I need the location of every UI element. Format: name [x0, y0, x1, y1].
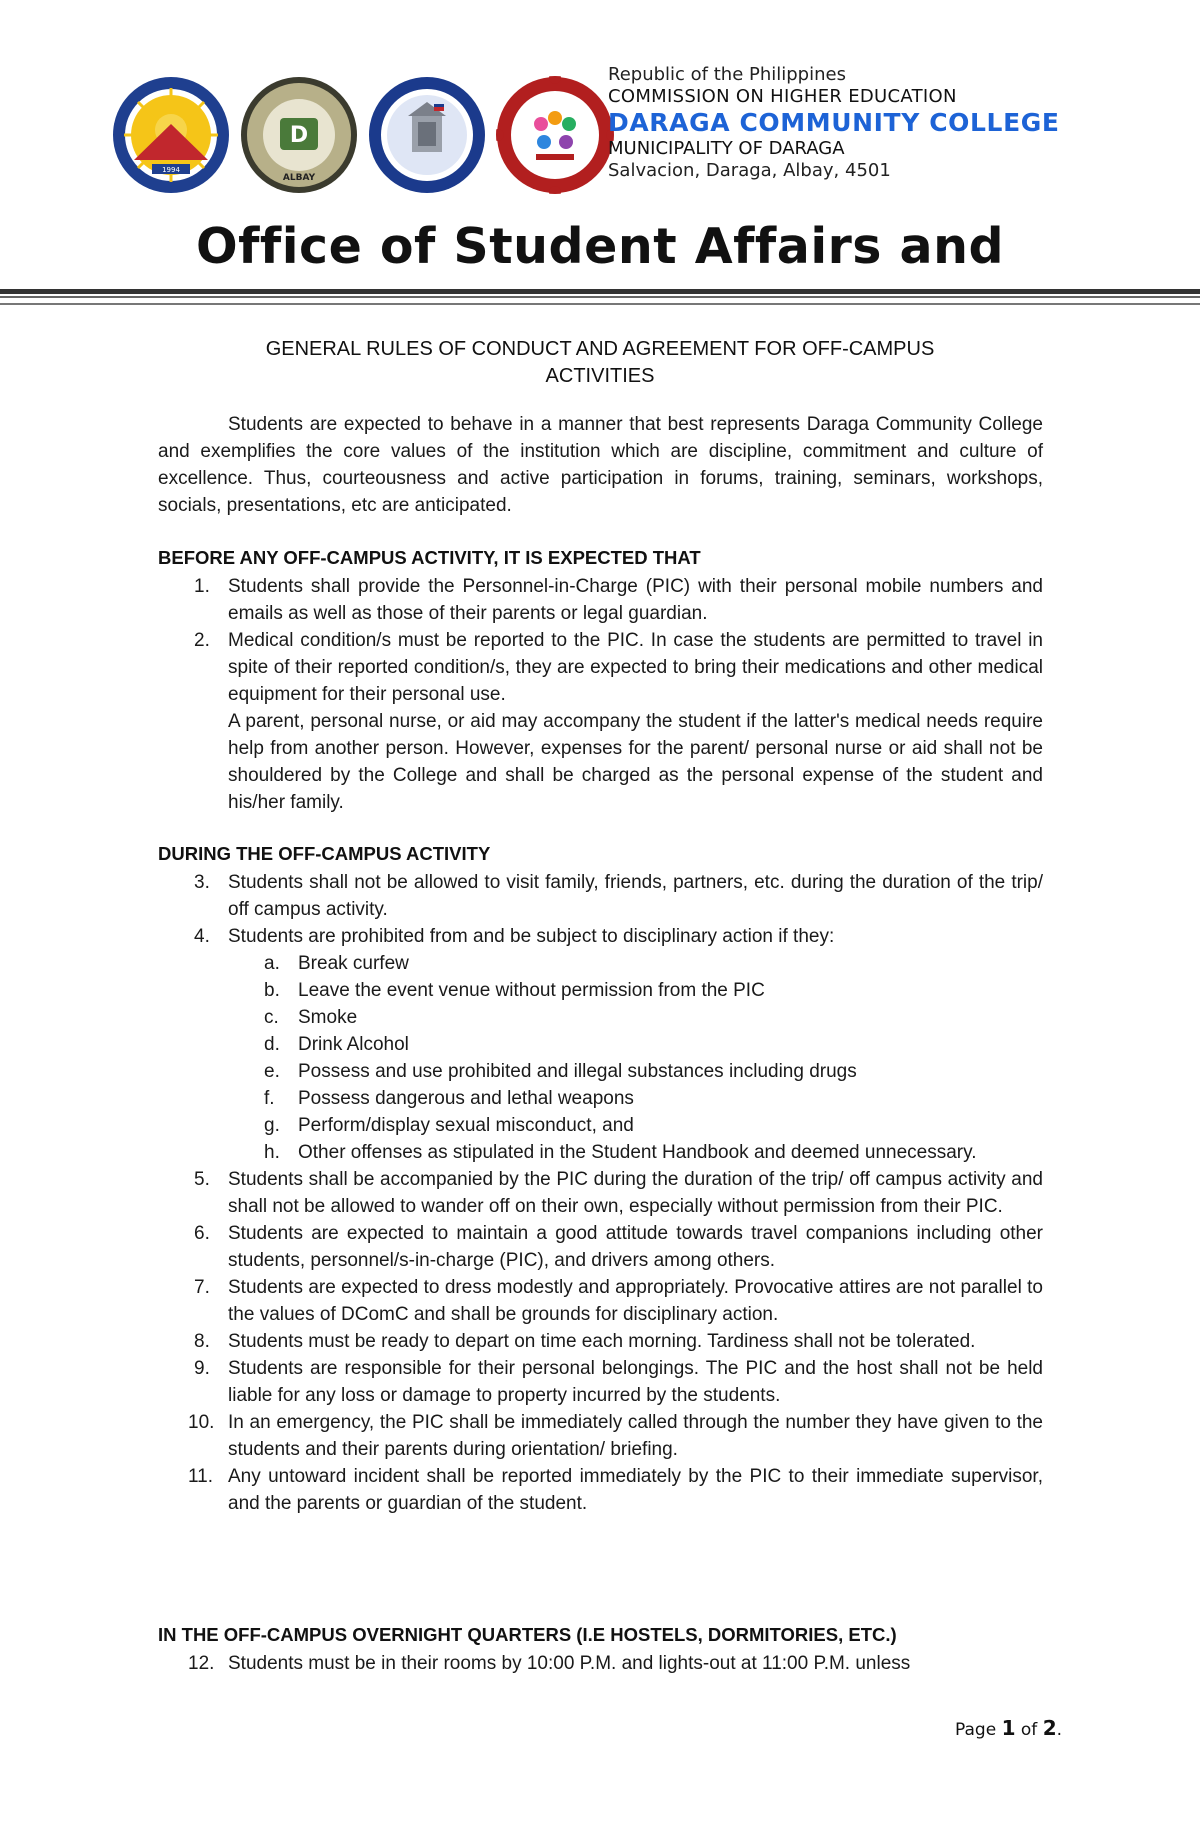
sub-item-letter: b.: [264, 980, 280, 1001]
item-text: Students shall not be allowed to visit family, friends, partners, etc. during the duration of the trip/ off campus activity.: [228, 872, 1043, 920]
header-rule-thin: [0, 296, 1200, 298]
sub-list-item: [228, 1112, 1128, 1139]
section-heading-quarters: IN THE OFF-CAMPUS OVERNIGHT QUARTERS (I.E HOSTELS, DORMITORIES, ETC.): [158, 1624, 897, 1645]
municipality-line: MUNICIPALITY OF DARAGA: [608, 138, 845, 160]
list-item: [158, 1328, 1043, 1355]
item-text: Students are prohibited from and be subject to disciplinary action if they:: [228, 926, 835, 947]
item-text: Students are expected to maintain a good attitude towards travel companions including other students, personnel/s-in-charge (PIC), and drivers among others.: [228, 1223, 1043, 1271]
sub-item-text: Leave the event venue without permission from the PIC: [298, 980, 765, 1001]
sub-item-letter: f.: [264, 1088, 275, 1109]
item-text-continued: A parent, personal nurse, or aid may accompany the student if the latter's medical needs require help from another person. However, expenses for the parent/ personal nurse or aid shall not be shouldered by the College and shall be charged as the personal expense of the student and his/her family.: [228, 711, 1043, 813]
item-number: 11.: [188, 1466, 214, 1487]
during-list: [158, 869, 1043, 1517]
svg-text:ALBAY: ALBAY: [282, 173, 316, 183]
institution-block: [608, 64, 1060, 182]
list-item: [158, 1220, 1043, 1274]
intro-paragraph: Students are expected to behave in a manner that best represents Daraga Community College and exemplifies the core values of the institution which are discipline, commitment and culture of excellence. Thus, courteousness and active participation in forums, training, seminars, workshops, socials, presentations, etc are anticipated.: [158, 414, 1043, 516]
list-item: [158, 1274, 1043, 1328]
page-total: 2: [1042, 1716, 1057, 1740]
list-item: [158, 923, 1043, 1166]
item-text: Students are expected to dress modestly and appropriately. Provocative attires are not parallel to the values of DComC and shall be grounds for disciplinary action.: [228, 1277, 1043, 1325]
item-number: 9.: [194, 1358, 210, 1379]
sub-item-letter: g.: [264, 1115, 280, 1136]
before-list: [158, 573, 1043, 816]
item-number: 10.: [188, 1412, 215, 1433]
item-number: 2.: [194, 630, 210, 651]
item-number: 6.: [194, 1223, 210, 1244]
item-number: 12.: [188, 1653, 215, 1674]
list-item: [158, 1650, 1058, 1677]
sub-item-letter: h.: [264, 1142, 280, 1163]
college-name: DARAGA COMMUNITY COLLEGE: [608, 107, 1060, 137]
section-heading-before: BEFORE ANY OFF-CAMPUS ACTIVITY, IT IS EXPECTED THAT: [158, 547, 701, 568]
header-rule: [0, 289, 1200, 294]
footer-period: .: [1056, 1720, 1063, 1740]
commission-line: COMMISSION ON HIGHER EDUCATION: [608, 85, 957, 107]
list-item: [158, 627, 1043, 816]
municipality-daraga-seal-icon: [240, 76, 358, 194]
item-number: 1.: [194, 576, 210, 597]
sub-item-letter: d.: [264, 1034, 280, 1055]
page-number: 1: [1001, 1716, 1016, 1740]
item-number: 5.: [194, 1169, 210, 1190]
list-item: [158, 1355, 1043, 1409]
list-item: [158, 1166, 1043, 1220]
student-affairs-seal-icon: [496, 76, 614, 194]
sub-item-text: Break curfew: [298, 953, 409, 974]
item-number: 3.: [194, 872, 210, 893]
document-title-line: ACTIVITIES: [545, 365, 655, 387]
svg-text:D: D: [289, 123, 309, 148]
sub-item-letter: a.: [264, 953, 280, 974]
republic-line: Republic of the Philippines: [608, 64, 846, 85]
sub-item-text: Drink Alcohol: [298, 1034, 409, 1055]
sub-list-item: [228, 1058, 1128, 1085]
sub-item-text: Other offenses as stipulated in the Student Handbook and deemed unnecessary.: [298, 1142, 977, 1163]
address-line: Salvacion, Daraga, Albay, 4501: [608, 160, 891, 182]
sub-item-text: Possess and use prohibited and illegal substances including drugs: [298, 1061, 857, 1082]
svg-text:1994: 1994: [162, 166, 180, 174]
sub-item-text: Smoke: [298, 1007, 358, 1028]
item-number: 4.: [194, 926, 210, 947]
list-item: [158, 573, 1043, 627]
item-text: Any untoward incident shall be reported immediately by the PIC to their immediate supervisor, and the parents or guardian of the student.: [228, 1466, 1043, 1514]
document-title-line: GENERAL RULES OF CONDUCT AND AGREEMENT FOR OFF-CAMPUS: [265, 338, 935, 360]
item-number: 7.: [194, 1277, 210, 1298]
section-heading-during: DURING THE OFF-CAMPUS ACTIVITY: [158, 843, 491, 864]
sub-item-letter: e.: [264, 1061, 280, 1082]
daraga-community-college-seal-icon: [368, 76, 486, 194]
ched-seal-icon: [112, 76, 230, 194]
list-item: [158, 1409, 1043, 1463]
sub-list-item: [228, 1085, 1128, 1112]
sub-list-item: [228, 1139, 1128, 1166]
list-item: [158, 1463, 1043, 1517]
of-word: of: [1020, 1720, 1038, 1740]
sub-list-item: [228, 977, 1128, 1004]
sub-list-item: [228, 950, 1128, 977]
item-number: 8.: [194, 1331, 210, 1352]
prohibited-list: [228, 950, 1128, 1166]
item-text: Students are responsible for their personal belongings. The PIC and the host shall not be held liable for any loss or damage to property incurred by the students.: [228, 1358, 1043, 1406]
header-rule-thin: [0, 303, 1200, 305]
item-text: Students shall provide the Personnel-in-Charge (PIC) with their personal mobile numbers and emails as well as those of their parents or legal guardian.: [228, 576, 1043, 624]
page-footer: [955, 1716, 1062, 1740]
sub-list-item: [228, 1031, 1128, 1058]
item-text: In an emergency, the PIC shall be immediately called through the number they have given to the students and their parents during orientation/ briefing.: [228, 1412, 1043, 1460]
sub-item-text: Perform/display sexual misconduct, and: [298, 1115, 634, 1136]
item-text: Students must be ready to depart on time each morning. Tardiness shall not be tolerated.: [228, 1331, 976, 1352]
quarters-list: [158, 1650, 1058, 1677]
sub-item-letter: c.: [264, 1007, 279, 1028]
item-text: Medical condition/s must be reported to the PIC. In case the students are permitted to travel in spite of their reported condition/s, they are expected to bring their medications and other medical equipment for their personal use.: [228, 630, 1043, 705]
sub-item-text: Possess dangerous and lethal weapons: [298, 1088, 634, 1109]
office-title: Office of Student Affairs and: [195, 218, 1005, 275]
sub-list-item: [228, 1004, 1128, 1031]
document-title: [150, 336, 1050, 390]
list-item: [158, 869, 1043, 923]
item-text: Students must be in their rooms by 10:00 P.M. and lights-out at 11:00 P.M. unless: [228, 1653, 911, 1674]
item-text: Students shall be accompanied by the PIC during the duration of the trip/ off campus activity and shall not be allowed to wander off on their own, especially without permission from their PIC.: [228, 1169, 1043, 1217]
page-word: Page: [955, 1720, 997, 1740]
header-logos: [112, 76, 614, 194]
